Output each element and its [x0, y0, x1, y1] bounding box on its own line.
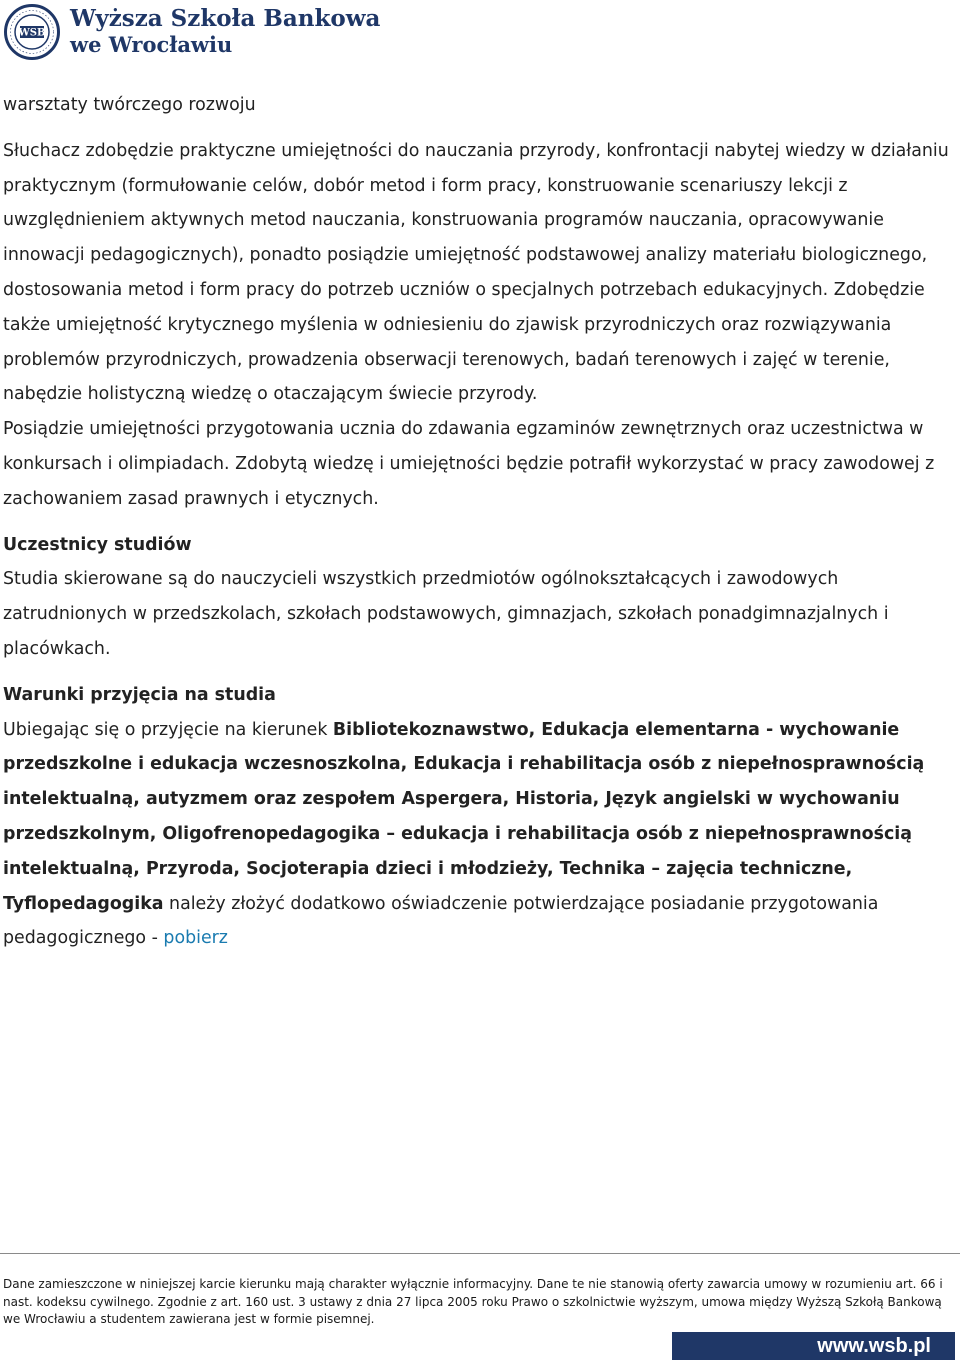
university-name-line2: we Wrocławiu	[70, 32, 233, 57]
description-paragraph-2: Posiądzie umiejętności przygotowania ucznia do zdawania egzaminów zewnętrznych oraz uczestnictwa w konkursach i olimpiadach. Zdobytą wiedzę i umiejętności będzie potrafił wykorzystać w pracy zawodowej z zachowaniem zasad prawnych i etycznych.	[3, 419, 935, 509]
university-name	[70, 6, 380, 58]
admission-text	[3, 713, 955, 957]
university-seal-logo	[4, 4, 60, 60]
admission-text-intro: Ubiegając się o przyjęcie na kierunek	[3, 719, 333, 740]
download-link[interactable]: pobierz	[163, 928, 228, 949]
site-header	[4, 2, 380, 62]
intro-heading: warsztaty twórczego rozwoju	[3, 95, 256, 115]
participants-text: Studia skierowane są do nauczycieli wszystkich przedmiotów ogólnokształcących i zawodowych zatrudnionych w przedszkolach, szkołach podstawowych, gimnazjach, szkołach ponadgimnazjalnych i placówkach.	[3, 569, 889, 659]
description-paragraph-1: Słuchacz zdobędzie praktyczne umiejętności do nauczania przyrody, konfrontacji nabytej wiedzy w działaniu praktycznym (formułowanie celów, dobór metod i form pracy, konstruowanie scenariuszy lekcji z uwzględnieniem aktywnych metod nauczania, konstruowania programów nauczania, opracowywanie innowacji pedagogicznych), ponadto posiądzie umiejętność podstawowej analizy materiału biologicznego, dostosowania metod i form pracy do potrzeb uczniów o specjalnych potrzebach edukacyjnych. Zdobędzie także umiejętność krytycznego myślenia w odniesieniu do zjawisk przyrodniczych oraz rozwiązywania problemów przyrodniczych, prowadzenia obserwacji terenowych, badań terenowych i zajęć w terenie, nabędzie holistyczną wiedzę o otaczającym świecie przyrody.	[3, 140, 949, 405]
footer-divider	[0, 1253, 960, 1254]
website-badge[interactable]: www.wsb.pl	[672, 1332, 955, 1360]
participants-title: Uczestnicy studiów	[3, 534, 192, 555]
footer-disclaimer: Dane zamieszczone w niniejszej karcie kierunku mają charakter wyłącznie informacyjny. Dane te nie stanowią oferty zawarcia umowy w rozumieniu art. 66 i nast. kodeksu cywilnego. Zgodnie z art. 160 ust. 3 ustawy z dnia 27 lipca 2005 roku Prawo o szkolnictwie wyższym, umowa między Wyższą Szkołą Bankową we Wrocławiu a studentem zawierana jest w formie pisemnej.	[3, 1277, 943, 1326]
admission-program-list: Bibliotekoznawstwo, Edukacja elementarna - wychowanie przedszkolne i edukacja wczesnoszkolna, Edukacja i rehabilitacja osób z niepełnosprawnością intelektualną, autyzmem oraz zespołem Aspergera, Historia, Język angielski w wychowaniu przedszkolnym, Oligofrenopedagogika – edukacja i rehabilitacja osób z niepełnosprawnością intelektualną, Przyroda, Socjoterapia dzieci i młodzieży, Technika – zajęcia techniczne, Tyflopedagogika	[3, 719, 925, 914]
svg-text:WSB: WSB	[18, 27, 46, 39]
admission-text-requirement: należy złożyć dodatkowo oświadczenie potwierdzające posiadanie przygotowania pedagogicznego -	[3, 893, 879, 949]
admission-title: Warunki przyjęcia na studia	[3, 684, 276, 705]
main-content	[3, 88, 955, 956]
university-name-line1: Wyższa Szkoła Bankowa	[70, 5, 381, 32]
